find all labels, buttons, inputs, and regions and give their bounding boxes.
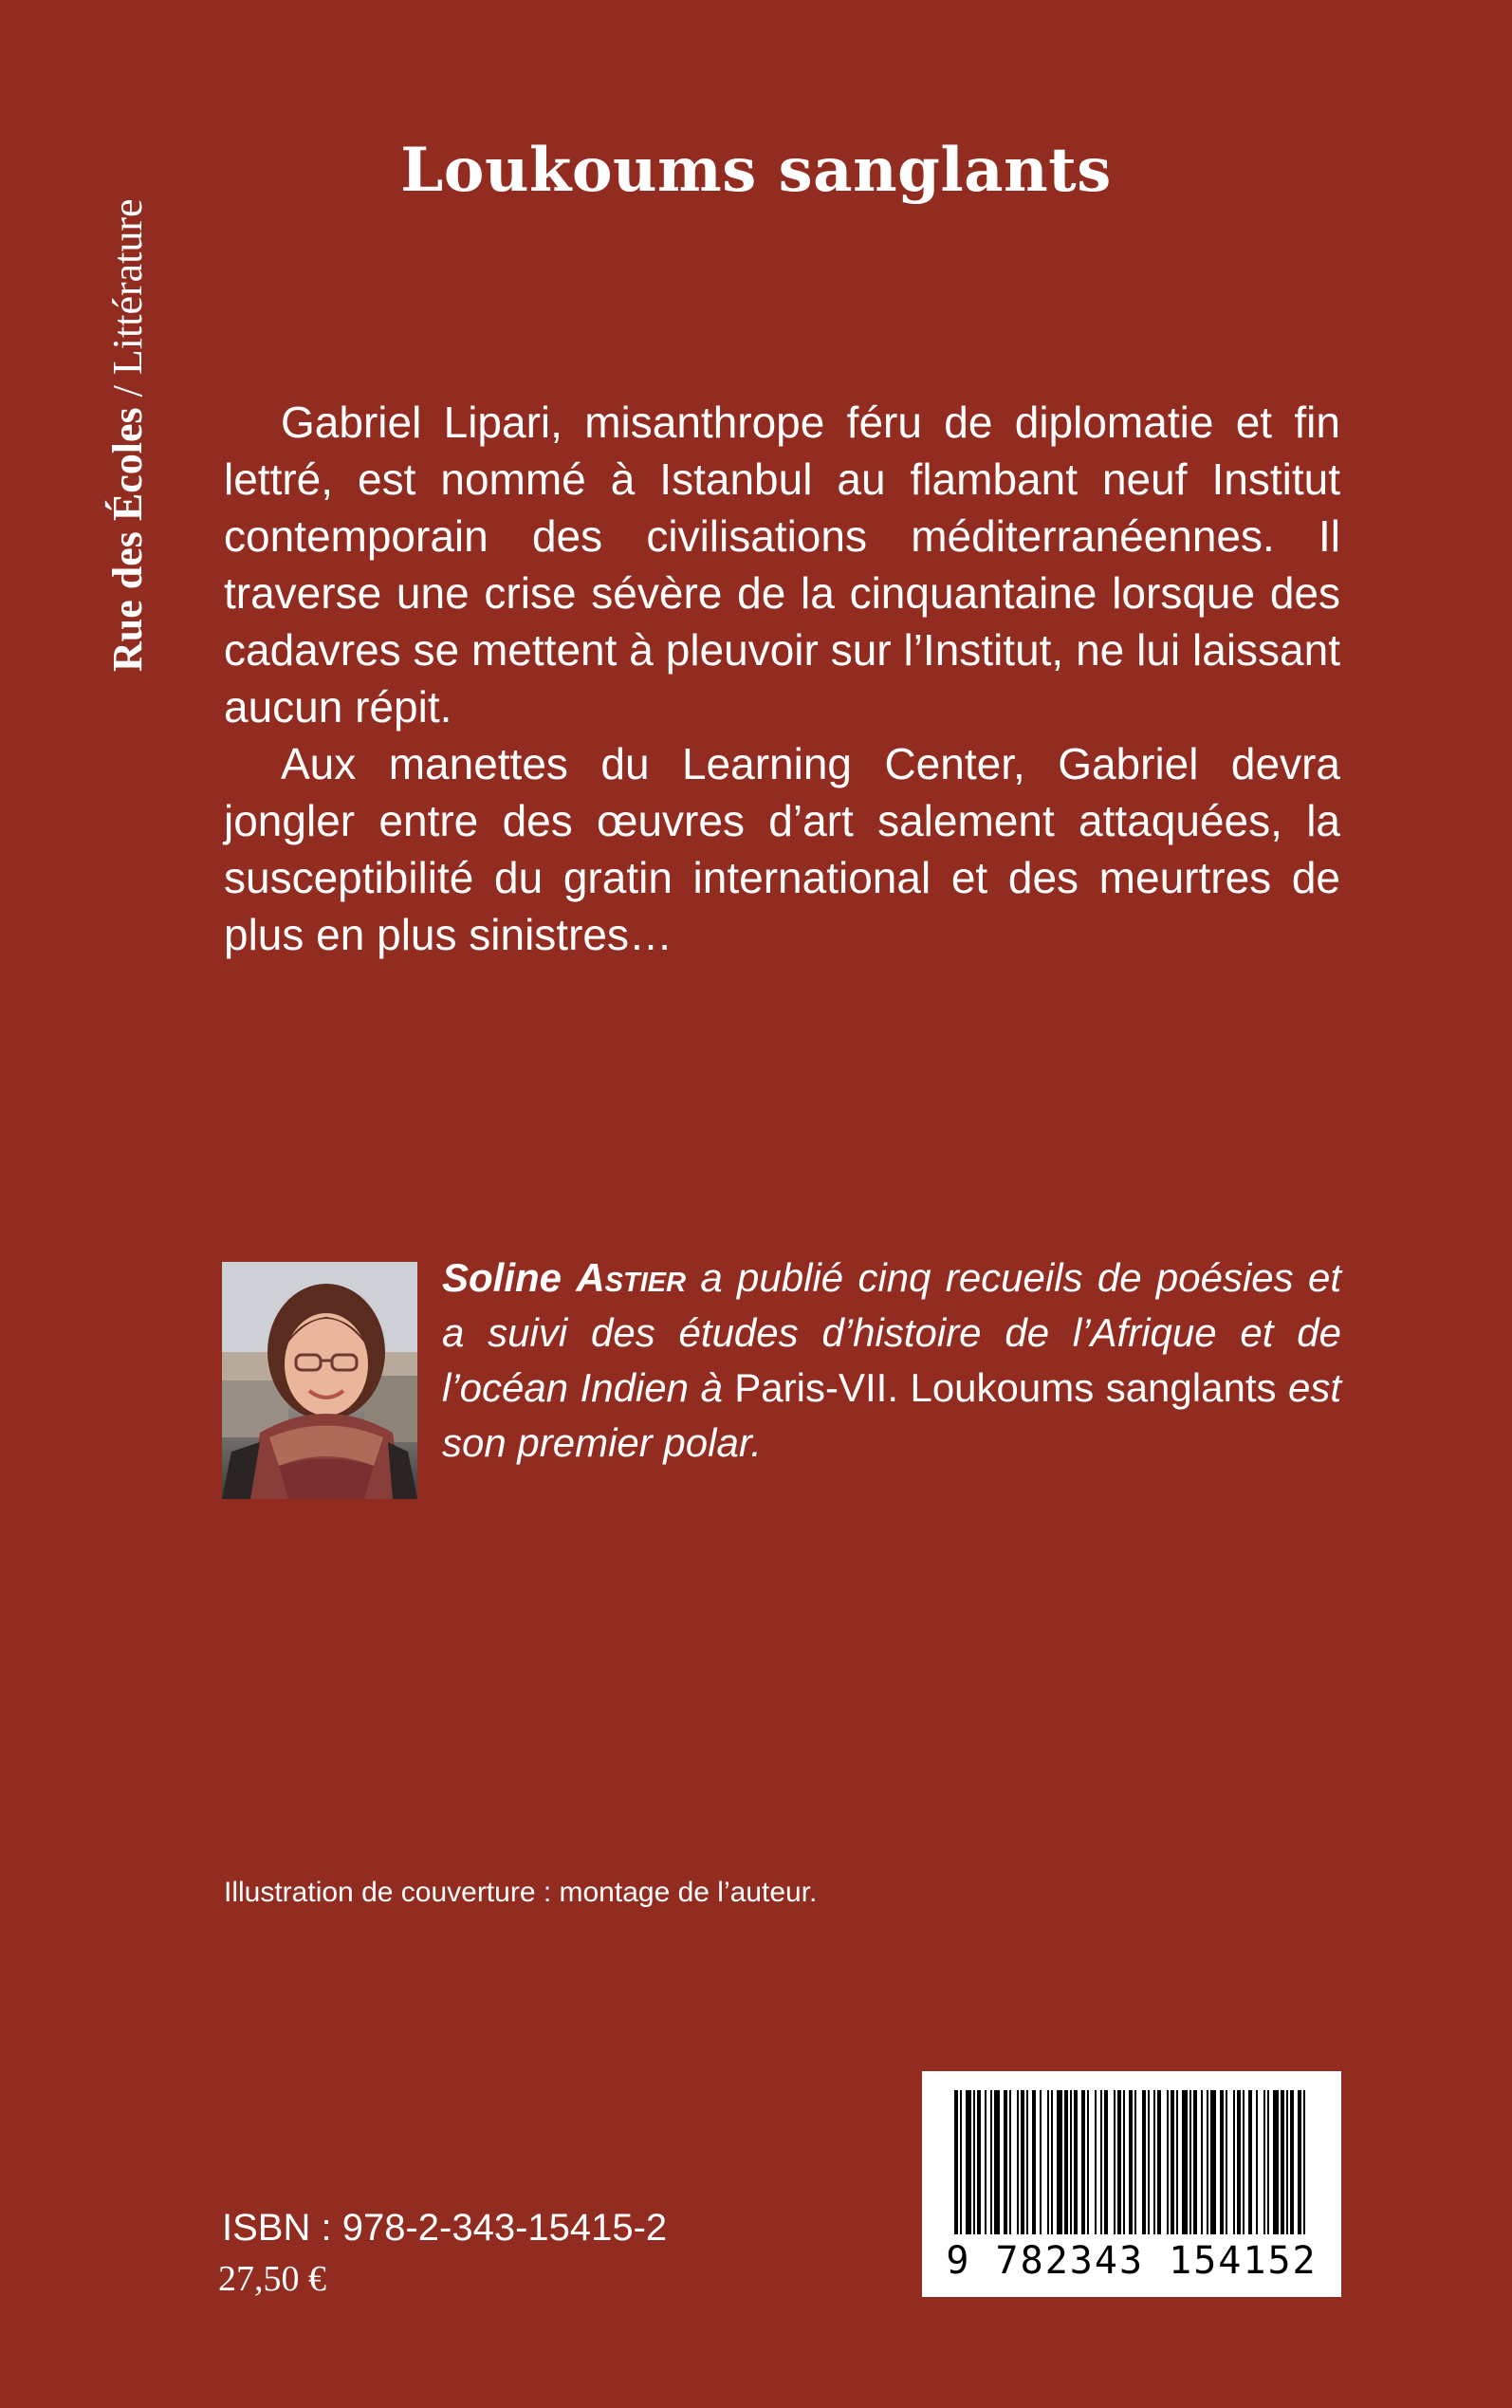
- barcode-bar: [1117, 2090, 1121, 2234]
- blurb-paragraph-1: Gabriel Lipari, misanthrope féru de diplomatie et fin lettré, est nommé à Istanbul au flambant neuf Institut contemporain des civilisations méditerranéennes. Il traverse une crise sévère de la cinquantaine lorsque des cadavres se mettent à pleuvoir sur l’Institut, ne lui laissant aucun répit.: [224, 398, 1340, 732]
- book-title: Loukoums sanglants: [400, 135, 1112, 206]
- author-bio: [442, 1250, 1341, 1471]
- author-first-name: Soline: [442, 1255, 562, 1300]
- series-separator: /: [104, 375, 151, 408]
- author-portrait-illustration: [222, 1262, 417, 1499]
- barcode-bar: [966, 2090, 971, 2234]
- barcode-bar: [1210, 2090, 1216, 2234]
- barcode-bar: [954, 2090, 958, 2234]
- barcode-bar: [1303, 2090, 1305, 2234]
- barcode-bar: [1237, 2090, 1241, 2234]
- barcode-bar: [1026, 2090, 1028, 2234]
- barcode-bar: [1021, 2090, 1024, 2234]
- barcode-bar: [1233, 2090, 1235, 2234]
- series-name: Rue des Écoles: [104, 407, 151, 672]
- barcode-bar: [1057, 2090, 1062, 2234]
- barcode-bar: [1087, 2090, 1089, 2234]
- barcode-bar: [1009, 2090, 1011, 2234]
- barcode-bar: [1123, 2090, 1125, 2234]
- barcode-bar: [1047, 2090, 1049, 2234]
- barcode-bar: [1004, 2090, 1007, 2234]
- barcode-bar: [1220, 2090, 1224, 2234]
- barcode-bar: [1129, 2090, 1133, 2234]
- barcode-bar: [1182, 2090, 1188, 2234]
- barcode-bar: [1157, 2090, 1161, 2234]
- barcode-bar: [1281, 2090, 1284, 2234]
- barcode-bar: [994, 2090, 1000, 2234]
- barcode-bar: [1167, 2090, 1169, 2234]
- barcode-bar: [1286, 2090, 1288, 2234]
- isbn-barcode: [922, 2071, 1341, 2297]
- barcode-bar: [1290, 2090, 1294, 2234]
- book-blurb: [224, 394, 1340, 963]
- author-bio-book-reference: Paris-VII. Loukoums sanglants: [734, 1365, 1277, 1410]
- barcode-bar: [1095, 2090, 1097, 2234]
- barcode-bar: [1273, 2090, 1279, 2234]
- barcode-bar: [1263, 2090, 1265, 2234]
- barcode-bar: [1193, 2090, 1197, 2234]
- spine-series-label: [95, 112, 161, 672]
- barcode-bar: [1040, 2090, 1042, 2234]
- barcode-bar: [1207, 2090, 1208, 2234]
- barcode-bar: [1081, 2090, 1085, 2234]
- barcode-bar: [1298, 2090, 1301, 2234]
- book-price: 27,50 €: [218, 2259, 326, 2299]
- barcode-bar: [1134, 2090, 1136, 2234]
- barcode-bar: [1256, 2090, 1258, 2234]
- barcode-bar: [973, 2090, 975, 2234]
- barcode-bar: [1114, 2090, 1116, 2234]
- barcode-bar: [1189, 2090, 1191, 2234]
- barcode-bar: [985, 2090, 986, 2234]
- barcode-bar: [1267, 2090, 1269, 2234]
- blurb-paragraph-2: Aux manettes du Learning Center, Gabriel devra jongler entre des œuvres d’art salement attaquées, la susceptibilité du gratin international et des meurtres de plus en plus sinistres…: [224, 739, 1340, 959]
- author-last-name: Astier: [576, 1255, 687, 1300]
- barcode-bar: [960, 2090, 962, 2234]
- cover-illustration-credit: Illustration de couverture : montage de l’auteur.: [224, 1877, 818, 1908]
- author-bio-text: a publié cinq recueils de poésies et a suivi des études d’histoire de l’Afrique et de l’océan Indien à: [442, 1255, 1341, 1410]
- barcode-bar: [1017, 2090, 1019, 2234]
- barcode-bar: [1201, 2090, 1203, 2234]
- barcode-bar: [1032, 2090, 1036, 2234]
- barcode-bar: [1104, 2090, 1108, 2234]
- barcode-bar: [1051, 2090, 1053, 2234]
- barcode-bar: [1064, 2090, 1068, 2234]
- barcode-bar: [990, 2090, 992, 2234]
- barcode-bar: [1142, 2090, 1146, 2234]
- barcode-bar: [1171, 2090, 1174, 2234]
- author-bio-text-end: est son premier polar.: [442, 1365, 1341, 1465]
- barcode-digits: 9 782343 154152: [946, 2239, 1318, 2283]
- barcode-bar: [1243, 2090, 1245, 2234]
- barcode-bar: [1176, 2090, 1178, 2234]
- barcode-bar: [1248, 2090, 1252, 2234]
- barcode-bar: [1100, 2090, 1102, 2234]
- collection-name: Littérature: [104, 198, 151, 376]
- barcode-bar: [977, 2090, 981, 2234]
- barcode-bar: [1148, 2090, 1150, 2234]
- isbn-number: ISBN : 978-2-343-15415-2: [222, 2207, 668, 2249]
- barcode-bar: [1070, 2090, 1072, 2234]
- barcode-bar: [1153, 2090, 1155, 2234]
- barcode-bar: [1074, 2090, 1078, 2234]
- author-photo: [222, 1262, 417, 1499]
- barcode-bar: [1226, 2090, 1227, 2234]
